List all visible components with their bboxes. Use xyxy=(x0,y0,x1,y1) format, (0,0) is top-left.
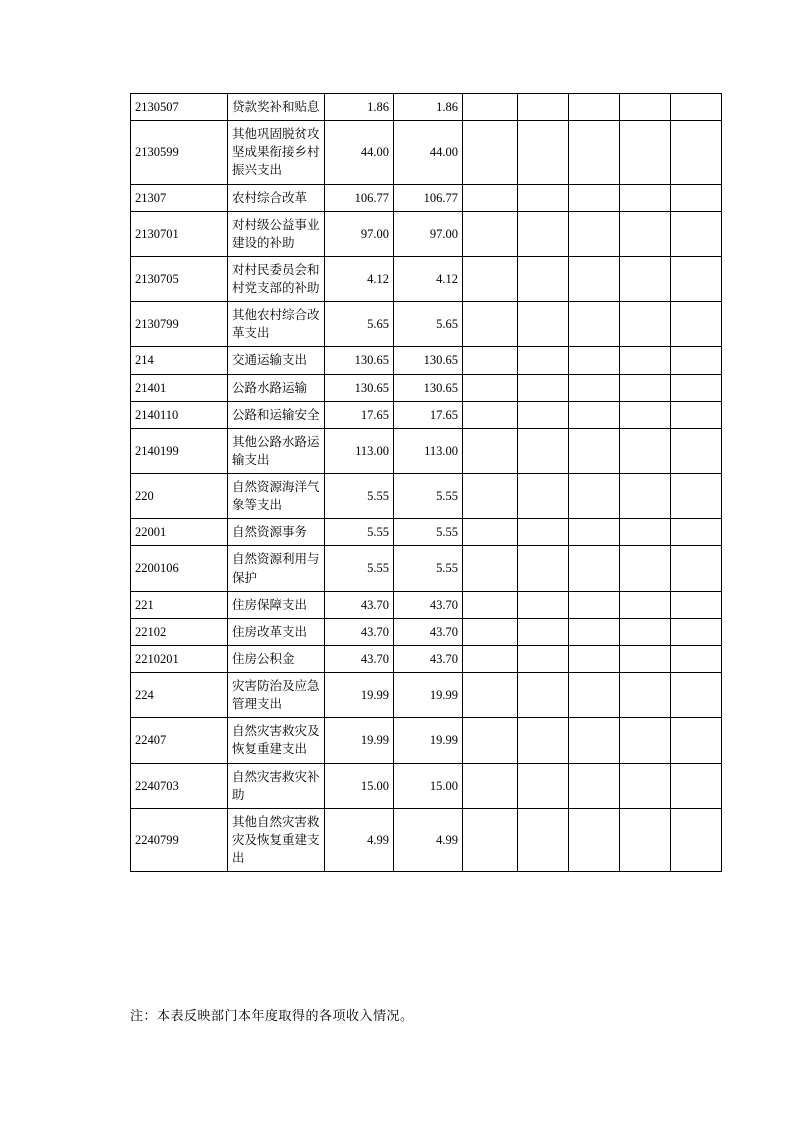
cell-value-2: 5.55 xyxy=(394,519,463,546)
cell-value-1: 43.70 xyxy=(325,618,394,645)
cell-empty xyxy=(518,211,569,256)
cell-value-1: 4.99 xyxy=(325,808,394,871)
table-row xyxy=(131,808,722,871)
table-row xyxy=(131,401,722,428)
table-row xyxy=(131,184,722,211)
cell-code: 2130701 xyxy=(131,211,228,256)
cell-empty xyxy=(671,808,722,871)
cell-empty xyxy=(463,591,518,618)
cell-empty xyxy=(620,673,671,718)
cell-item-name: 对村级公益事业建设的补助 xyxy=(228,211,325,256)
table-row xyxy=(131,673,722,718)
cell-empty xyxy=(569,184,620,211)
cell-empty xyxy=(518,401,569,428)
cell-value-1: 5.55 xyxy=(325,546,394,591)
cell-empty xyxy=(620,211,671,256)
cell-value-1: 4.12 xyxy=(325,256,394,301)
cell-empty xyxy=(620,121,671,184)
cell-value-2: 5.55 xyxy=(394,546,463,591)
budget-table-container xyxy=(130,93,664,872)
cell-empty xyxy=(569,546,620,591)
cell-empty xyxy=(518,121,569,184)
table-footnote: 注：本表反映部门本年度取得的各项收入情况。 xyxy=(130,1008,414,1023)
table-row xyxy=(131,374,722,401)
cell-value-2: 43.70 xyxy=(394,618,463,645)
cell-empty xyxy=(620,618,671,645)
cell-empty xyxy=(518,374,569,401)
cell-item-name: 住房公积金 xyxy=(228,645,325,672)
cell-empty xyxy=(671,184,722,211)
cell-value-1: 113.00 xyxy=(325,428,394,473)
table-row xyxy=(131,256,722,301)
cell-empty xyxy=(463,808,518,871)
cell-empty xyxy=(671,645,722,672)
cell-empty xyxy=(569,121,620,184)
cell-value-2: 43.70 xyxy=(394,645,463,672)
cell-empty xyxy=(620,302,671,347)
table-row xyxy=(131,618,722,645)
table-row xyxy=(131,763,722,808)
cell-item-name: 其他公路水路运输支出 xyxy=(228,428,325,473)
cell-value-2: 130.65 xyxy=(394,347,463,374)
cell-value-1: 17.65 xyxy=(325,401,394,428)
cell-empty xyxy=(620,591,671,618)
cell-code: 2240799 xyxy=(131,808,228,871)
cell-empty xyxy=(671,256,722,301)
cell-value-1: 5.65 xyxy=(325,302,394,347)
cell-empty xyxy=(569,302,620,347)
cell-value-1: 97.00 xyxy=(325,211,394,256)
cell-empty xyxy=(569,211,620,256)
cell-value-2: 4.12 xyxy=(394,256,463,301)
cell-item-name: 公路水路运输 xyxy=(228,374,325,401)
cell-empty xyxy=(463,474,518,519)
cell-item-name: 农村综合改革 xyxy=(228,184,325,211)
cell-empty xyxy=(569,474,620,519)
cell-empty xyxy=(569,808,620,871)
cell-value-1: 130.65 xyxy=(325,347,394,374)
cell-code: 21307 xyxy=(131,184,228,211)
cell-empty xyxy=(463,645,518,672)
cell-empty xyxy=(569,673,620,718)
cell-empty xyxy=(518,428,569,473)
cell-empty xyxy=(518,94,569,121)
cell-value-1: 130.65 xyxy=(325,374,394,401)
cell-value-1: 106.77 xyxy=(325,184,394,211)
cell-empty xyxy=(569,256,620,301)
cell-code: 214 xyxy=(131,347,228,374)
cell-empty xyxy=(518,347,569,374)
cell-item-name: 自然资源海洋气象等支出 xyxy=(228,474,325,519)
cell-empty xyxy=(620,645,671,672)
cell-empty xyxy=(671,519,722,546)
cell-item-name: 其他自然灾害救灾及恢复重建支出 xyxy=(228,808,325,871)
table-row xyxy=(131,211,722,256)
cell-item-name: 其他农村综合改革支出 xyxy=(228,302,325,347)
cell-empty xyxy=(463,211,518,256)
cell-empty xyxy=(671,618,722,645)
cell-empty xyxy=(569,401,620,428)
cell-empty xyxy=(518,591,569,618)
cell-item-name: 住房保障支出 xyxy=(228,591,325,618)
cell-empty xyxy=(518,519,569,546)
table-row xyxy=(131,519,722,546)
cell-item-name: 自然灾害救灾补助 xyxy=(228,763,325,808)
cell-value-2: 106.77 xyxy=(394,184,463,211)
cell-empty xyxy=(671,211,722,256)
cell-empty xyxy=(518,256,569,301)
cell-empty xyxy=(620,808,671,871)
cell-empty xyxy=(671,673,722,718)
budget-table-body xyxy=(131,94,722,872)
cell-empty xyxy=(463,121,518,184)
cell-code: 22001 xyxy=(131,519,228,546)
cell-value-2: 15.00 xyxy=(394,763,463,808)
cell-value-1: 5.55 xyxy=(325,474,394,519)
cell-empty xyxy=(463,401,518,428)
cell-item-name: 其他巩固脱贫攻坚成果衔接乡村振兴支出 xyxy=(228,121,325,184)
cell-empty xyxy=(671,763,722,808)
cell-value-1: 15.00 xyxy=(325,763,394,808)
cell-empty xyxy=(463,256,518,301)
cell-empty xyxy=(463,673,518,718)
cell-value-2: 130.65 xyxy=(394,374,463,401)
cell-value-2: 5.65 xyxy=(394,302,463,347)
cell-value-2: 43.70 xyxy=(394,591,463,618)
cell-code: 2200106 xyxy=(131,546,228,591)
cell-value-2: 113.00 xyxy=(394,428,463,473)
cell-code: 2130705 xyxy=(131,256,228,301)
cell-item-name: 灾害防治及应急管理支出 xyxy=(228,673,325,718)
cell-value-2: 19.99 xyxy=(394,718,463,763)
cell-code: 22102 xyxy=(131,618,228,645)
cell-value-1: 5.55 xyxy=(325,519,394,546)
cell-value-1: 1.86 xyxy=(325,94,394,121)
cell-empty xyxy=(620,474,671,519)
cell-empty xyxy=(569,645,620,672)
cell-value-1: 43.70 xyxy=(325,645,394,672)
table-row xyxy=(131,428,722,473)
cell-code: 21401 xyxy=(131,374,228,401)
cell-code: 221 xyxy=(131,591,228,618)
cell-item-name: 自然资源利用与保护 xyxy=(228,546,325,591)
cell-empty xyxy=(518,763,569,808)
cell-empty xyxy=(620,519,671,546)
cell-empty xyxy=(671,401,722,428)
cell-code: 2140199 xyxy=(131,428,228,473)
cell-empty xyxy=(518,673,569,718)
cell-item-name: 自然资源事务 xyxy=(228,519,325,546)
cell-empty xyxy=(518,474,569,519)
budget-table xyxy=(130,93,722,872)
cell-value-1: 43.70 xyxy=(325,591,394,618)
cell-value-2: 4.99 xyxy=(394,808,463,871)
cell-empty xyxy=(671,591,722,618)
cell-empty xyxy=(463,302,518,347)
cell-value-1: 19.99 xyxy=(325,673,394,718)
cell-empty xyxy=(518,546,569,591)
table-row xyxy=(131,94,722,121)
cell-empty xyxy=(518,184,569,211)
cell-code: 2130507 xyxy=(131,94,228,121)
cell-value-1: 19.99 xyxy=(325,718,394,763)
cell-empty xyxy=(569,618,620,645)
cell-empty xyxy=(569,94,620,121)
cell-empty xyxy=(620,374,671,401)
cell-empty xyxy=(620,184,671,211)
cell-empty xyxy=(569,519,620,546)
cell-code: 2130599 xyxy=(131,121,228,184)
cell-empty xyxy=(620,256,671,301)
cell-item-name: 对村民委员会和村党支部的补助 xyxy=(228,256,325,301)
cell-empty xyxy=(463,94,518,121)
cell-code: 2140110 xyxy=(131,401,228,428)
cell-empty xyxy=(463,763,518,808)
cell-empty xyxy=(518,808,569,871)
cell-empty xyxy=(463,519,518,546)
cell-empty xyxy=(671,302,722,347)
cell-empty xyxy=(463,374,518,401)
table-row xyxy=(131,474,722,519)
cell-empty xyxy=(463,618,518,645)
cell-empty xyxy=(620,347,671,374)
cell-empty xyxy=(671,474,722,519)
cell-empty xyxy=(518,302,569,347)
cell-value-2: 5.55 xyxy=(394,474,463,519)
cell-empty xyxy=(569,763,620,808)
table-row xyxy=(131,347,722,374)
cell-empty xyxy=(671,546,722,591)
table-row xyxy=(131,718,722,763)
cell-code: 22407 xyxy=(131,718,228,763)
cell-code: 2240703 xyxy=(131,763,228,808)
cell-empty xyxy=(569,591,620,618)
cell-empty xyxy=(671,428,722,473)
cell-empty xyxy=(620,428,671,473)
cell-code: 2210201 xyxy=(131,645,228,672)
cell-empty xyxy=(620,546,671,591)
cell-empty xyxy=(620,718,671,763)
cell-value-1: 44.00 xyxy=(325,121,394,184)
cell-code: 224 xyxy=(131,673,228,718)
cell-empty xyxy=(569,718,620,763)
cell-value-2: 19.99 xyxy=(394,673,463,718)
cell-empty xyxy=(518,645,569,672)
cell-empty xyxy=(569,428,620,473)
table-row xyxy=(131,546,722,591)
cell-item-name: 公路和运输安全 xyxy=(228,401,325,428)
cell-item-name: 住房改革支出 xyxy=(228,618,325,645)
cell-item-name: 交通运输支出 xyxy=(228,347,325,374)
cell-empty xyxy=(463,718,518,763)
cell-item-name: 贷款奖补和贴息 xyxy=(228,94,325,121)
cell-empty xyxy=(463,184,518,211)
cell-empty xyxy=(671,121,722,184)
cell-empty xyxy=(463,546,518,591)
cell-empty xyxy=(463,347,518,374)
table-row xyxy=(131,645,722,672)
cell-empty xyxy=(518,718,569,763)
cell-empty xyxy=(671,347,722,374)
cell-empty xyxy=(671,94,722,121)
cell-empty xyxy=(620,401,671,428)
cell-value-2: 44.00 xyxy=(394,121,463,184)
cell-empty xyxy=(671,374,722,401)
cell-empty xyxy=(463,428,518,473)
cell-value-2: 97.00 xyxy=(394,211,463,256)
cell-empty xyxy=(620,763,671,808)
table-row xyxy=(131,591,722,618)
cell-value-2: 17.65 xyxy=(394,401,463,428)
cell-empty xyxy=(518,618,569,645)
table-row xyxy=(131,121,722,184)
cell-empty xyxy=(620,94,671,121)
cell-value-2: 1.86 xyxy=(394,94,463,121)
cell-empty xyxy=(569,347,620,374)
cell-empty xyxy=(671,718,722,763)
cell-code: 220 xyxy=(131,474,228,519)
cell-empty xyxy=(569,374,620,401)
cell-code: 2130799 xyxy=(131,302,228,347)
table-row xyxy=(131,302,722,347)
cell-item-name: 自然灾害救灾及恢复重建支出 xyxy=(228,718,325,763)
